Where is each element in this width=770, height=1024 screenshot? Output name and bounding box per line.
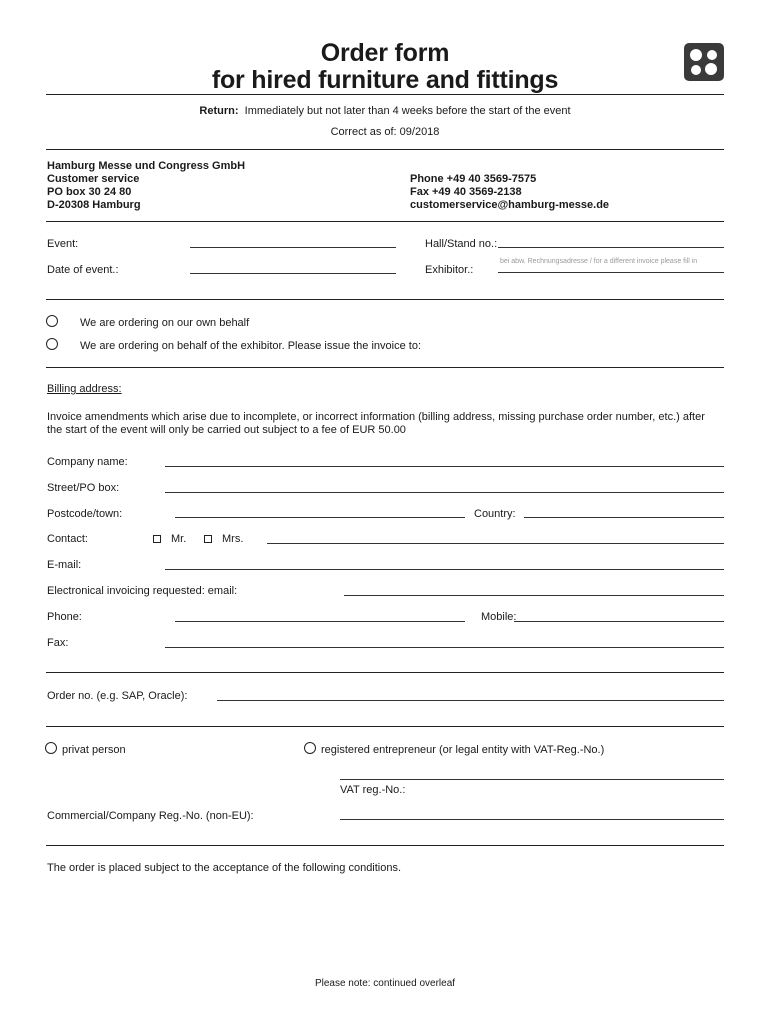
company-dept: Customer service [47, 173, 140, 185]
company-email[interactable]: customerservice@hamburg-messe.de [410, 199, 610, 211]
postcode-label: Postcode/town: [47, 508, 123, 520]
street-field[interactable] [165, 492, 724, 493]
postcode-field[interactable] [175, 517, 465, 518]
order-no-label: Order no. (e.g. SAP, Oracle): [47, 690, 188, 702]
hall-stand-label: Hall/Stand no.: [425, 238, 498, 250]
mrs-checkbox[interactable] [204, 535, 212, 543]
billing-rule [46, 672, 724, 673]
billing-heading: Billing address: [47, 383, 122, 395]
mobile-field[interactable] [514, 621, 724, 622]
continued-note: Please note: continued overleaf [314, 978, 456, 989]
own-behalf-label: We are ordering on our own behalf [80, 317, 250, 329]
return-label: Return: [199, 105, 239, 117]
vat-label: VAT reg.-No.: [340, 784, 406, 796]
form-title-line2: for hired furniture and fittings [211, 66, 559, 94]
exhibitor-behalf-radio[interactable] [46, 338, 58, 350]
private-person-radio[interactable] [45, 742, 57, 754]
correct-as-of: Correct as of: 09/2018 [330, 126, 440, 138]
private-person-label: privat person [62, 744, 126, 756]
entrepreneur-label: registered entrepreneur (or legal entity with VAT-Reg.-No.) [321, 744, 605, 756]
puzzle-logo-icon [684, 43, 724, 81]
entity-field[interactable] [340, 779, 724, 780]
commercial-reg-label: Commercial/Company Reg.-No. (non-EU): [47, 810, 254, 822]
country-field[interactable] [524, 517, 724, 518]
return-line [0, 105, 770, 118]
exhibitor-behalf-label: We are ordering on behalf of the exhibitor. Please issue the invoice to: [80, 340, 422, 352]
event-field[interactable] [190, 247, 396, 248]
event-rule [46, 299, 724, 300]
exhibitor-field[interactable] [498, 272, 724, 273]
company-phone: Phone +49 40 3569-7575 [410, 173, 537, 185]
company-name-label: Company name: [47, 456, 128, 468]
phone-field[interactable] [175, 621, 465, 622]
date-of-event-field[interactable] [190, 273, 396, 274]
mr-label: Mr. [171, 533, 187, 545]
own-behalf-radio[interactable] [46, 315, 58, 327]
invoice-hint: bei abw. Rechnungsadresse / for a different invoice please fill in [500, 258, 698, 265]
contact-label: Contact: [47, 533, 88, 545]
title-rule [46, 94, 724, 95]
mobile-label: Mobile: [481, 611, 517, 623]
form-title-line1: Order form [320, 39, 450, 67]
company-city: D-20308 Hamburg [47, 199, 141, 211]
event-label: Event: [47, 238, 79, 250]
commercial-reg-field[interactable] [340, 819, 724, 820]
return-text: Immediately but not later than 4 weeks before the start of the event [244, 105, 571, 117]
company-name: Hamburg Messe und Congress GmbH [47, 160, 246, 172]
street-label: Street/PO box: [47, 482, 120, 494]
phone-label: Phone: [47, 611, 82, 623]
order-no-field[interactable] [217, 700, 724, 701]
company-name-field[interactable] [165, 466, 724, 467]
date-of-event-label: Date of event.: [47, 264, 119, 276]
conditions-text: The order is placed subject to the acceptance of the following conditions. [47, 862, 402, 874]
company-pobox: PO box 30 24 80 [47, 186, 132, 198]
hall-stand-field[interactable] [498, 247, 724, 248]
order-rule [46, 726, 724, 727]
contact-field[interactable] [267, 543, 724, 544]
country-label: Country: [474, 508, 516, 520]
e-invoicing-label: Electronical invoicing requested: email: [47, 585, 238, 597]
company-rule [46, 221, 724, 222]
fax-field[interactable] [165, 647, 724, 648]
exhibitor-label: Exhibitor.: [425, 264, 474, 276]
billing-notice-line1: Invoice amendments which arise due to incomplete, or incorrect information (billing address, missing purchase order number, etc.) after [47, 411, 705, 423]
email-field[interactable] [165, 569, 724, 570]
e-invoicing-field[interactable] [344, 595, 724, 596]
company-fax: Fax +49 40 3569-2138 [410, 186, 522, 198]
email-label: E-mail: [47, 559, 82, 571]
entity-rule [46, 845, 724, 846]
header-rule [46, 149, 724, 150]
mrs-label: Mrs. [222, 533, 244, 545]
entrepreneur-radio[interactable] [304, 742, 316, 754]
billing-notice-line2: the start of the event will only be carried out subject to a fee of EUR 50.00 [47, 424, 406, 436]
mr-checkbox[interactable] [153, 535, 161, 543]
fax-label: Fax: [47, 637, 69, 649]
ordering-rule [46, 367, 724, 368]
